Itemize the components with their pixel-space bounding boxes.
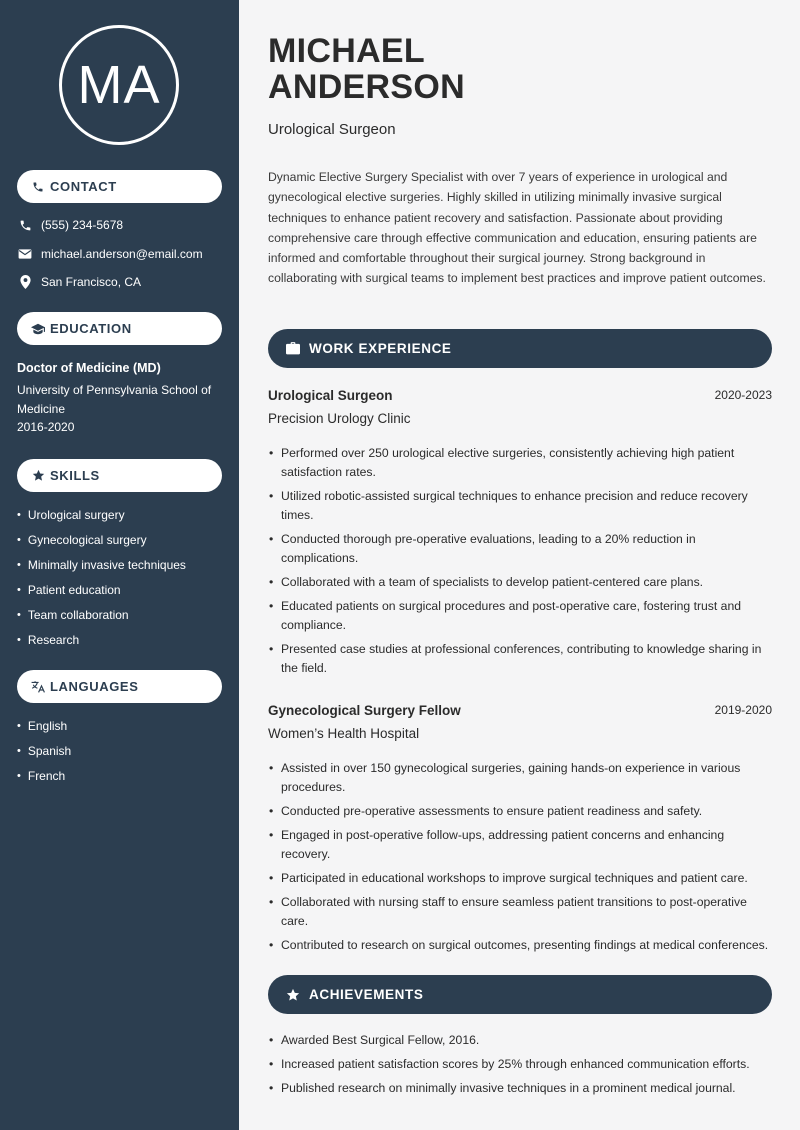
list-item: • Participated in educational workshops to improve surgical techniques and patient care. (268, 869, 772, 888)
contact-email[interactable] (17, 246, 203, 262)
education-heading (17, 312, 222, 345)
contact-phone-text: (555) 234-5678 (41, 218, 124, 232)
skill-item: • Minimally invasive techniques (17, 552, 186, 577)
job-2-dates: 2019-2020 (714, 703, 772, 717)
job-1-org: Precision Urology Clinic (268, 411, 411, 426)
candidate-name (268, 33, 718, 105)
education-heading-label: EDUCATION (50, 321, 132, 336)
languages-list (17, 713, 71, 788)
name-last: ANDERSON (268, 68, 465, 106)
education-school: University of Pennsylvania School of Medicine (17, 383, 212, 416)
name-first: MICHAEL (268, 32, 425, 70)
work-experience-heading (268, 329, 772, 368)
phone-icon (17, 217, 33, 233)
education-degree: Doctor of Medicine (MD) (17, 361, 161, 375)
profile-summary: Dynamic Elective Surgery Specialist with over 7 years of experience in urological and gynecological elective surgeries. Highly skilled in utilizing minimally invasive surgical techniques to enhance patient recovery and satisfaction. Passionate about providing comprehensive care through effective communication and education, ensuring patients are informed and comfortable throughout their surgical journey. Strong background in collaborating with surgical teams to implement best practices and improve patient outcomes. (268, 170, 766, 286)
job-2-title: Gynecological Surgery Fellow (268, 703, 461, 718)
contact-location (17, 274, 141, 290)
languages-heading-label: LANGUAGES (50, 679, 139, 694)
achievements-heading (268, 975, 772, 1014)
list-item: • Conducted pre-operative assessments to ensure patient readiness and safety. (268, 802, 772, 821)
languages-heading (17, 670, 222, 703)
contact-heading-label: CONTACT (50, 179, 117, 194)
contact-phone (17, 217, 123, 233)
job-2-bullets (268, 759, 772, 960)
list-item: • Assisted in over 150 gynecological surgeries, gaining hands-on experience in various procedures. (268, 759, 772, 797)
skill-item: • Patient education (17, 577, 186, 602)
list-item: • Contributed to research on surgical outcomes, presenting findings at medical conferences. (268, 936, 772, 955)
list-item: • Collaborated with a team of specialists to develop patient-centered care plans. (268, 573, 772, 592)
sidebar (0, 0, 239, 1130)
avatar (59, 25, 179, 145)
map-pin-icon (17, 274, 33, 290)
achievements-list (268, 1031, 772, 1103)
list-item: • Engaged in post-operative follow-ups, addressing patient concerns and enhancing recovery. (268, 826, 772, 864)
list-item: • Educated patients on surgical procedures and post-operative care, fostering trust and compliance. (268, 597, 772, 635)
star-icon (31, 469, 45, 483)
language-item: • Spanish (17, 738, 71, 763)
education-years: 2016-2020 (17, 420, 75, 434)
graduation-cap-icon (31, 322, 45, 336)
list-item: • Increased patient satisfaction scores by 25% through enhanced communication efforts. (268, 1055, 772, 1074)
contact-email-text: michael.anderson@email.com (41, 247, 203, 261)
contact-location-text: San Francisco, CA (41, 275, 142, 289)
contact-heading (17, 170, 222, 203)
skill-item: • Team collaboration (17, 602, 186, 627)
language-item: • French (17, 763, 71, 788)
list-item: • Utilized robotic-assisted surgical techniques to enhance precision and reduce recovery times. (268, 487, 772, 525)
job-2-org: Women’s Health Hospital (268, 726, 420, 741)
avatar-initials: MA (77, 55, 161, 115)
skills-list (17, 502, 186, 652)
skill-item: • Gynecological surgery (17, 527, 186, 552)
skill-item: • Urological surgery (17, 502, 186, 527)
star-icon (285, 987, 300, 1002)
list-item: • Presented case studies at professional conferences, contributing to knowledge sharing in the field. (268, 640, 772, 678)
skill-item: • Research (17, 627, 186, 652)
job-1-bullets (268, 444, 772, 683)
job-title-heading: Urological Surgeon (268, 121, 396, 138)
skills-heading-label: SKILLS (50, 468, 100, 483)
language-item: • English (17, 713, 71, 738)
list-item: • Published research on minimally invasive techniques in a prominent medical journal. (268, 1079, 772, 1098)
phone-icon (31, 180, 45, 194)
list-item: • Awarded Best Surgical Fellow, 2016. (268, 1031, 772, 1050)
list-item: • Conducted thorough pre-operative evaluations, leading to a 20% reduction in complications. (268, 530, 772, 568)
achievements-heading-label: ACHIEVEMENTS (309, 987, 424, 1002)
envelope-icon (17, 246, 33, 262)
skills-heading (17, 459, 222, 492)
translate-icon (31, 680, 45, 694)
list-item: • Collaborated with nursing staff to ensure seamless patient transitions to post-operative care. (268, 893, 772, 931)
briefcase-icon (285, 341, 300, 356)
work-experience-heading-label: WORK EXPERIENCE (309, 341, 452, 356)
job-1-title: Urological Surgeon (268, 388, 393, 403)
job-1-dates: 2020-2023 (714, 388, 772, 402)
list-item: • Performed over 250 urological elective surgeries, consistently achieving high patient satisfaction rates. (268, 444, 772, 482)
